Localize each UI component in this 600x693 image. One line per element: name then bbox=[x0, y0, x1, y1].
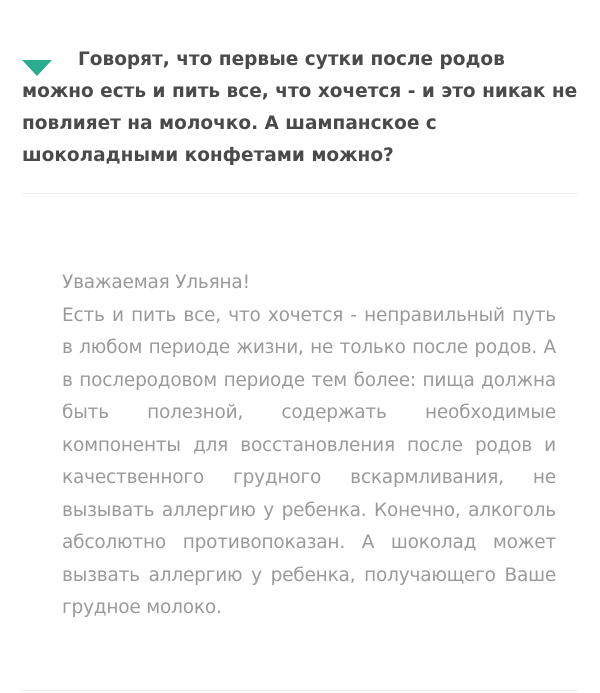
answer-body: Есть и пить все, что хочется - неправильный путь в любом периоде жизни, не только после родов. А в послеродовом периоде тем более: пища должна быть полезной, содержать необходимые компоненты для восстановления после родов и качественного грудного вскармливания, не вызывать аллергию у ребенка. Конечно, алкоголь абсолютно противопоказан. А шоколад может вызвать аллергию у ребенка, получающего Ваше грудное молоко. bbox=[62, 304, 556, 618]
divider bbox=[22, 193, 578, 194]
answer-greeting: Уважаемая Ульяна! bbox=[62, 272, 250, 293]
faq-question-toggle[interactable] bbox=[22, 44, 578, 172]
triangle-down-icon[interactable] bbox=[22, 60, 52, 78]
faq-answer bbox=[62, 267, 556, 625]
divider bbox=[22, 690, 578, 691]
faq-question-text: Говорят, что первые сутки после родов можно есть и пить все, что хочется - и это никак не повлияет на молочко. А шампанское с шоколадными конфетами можно? bbox=[22, 49, 578, 166]
